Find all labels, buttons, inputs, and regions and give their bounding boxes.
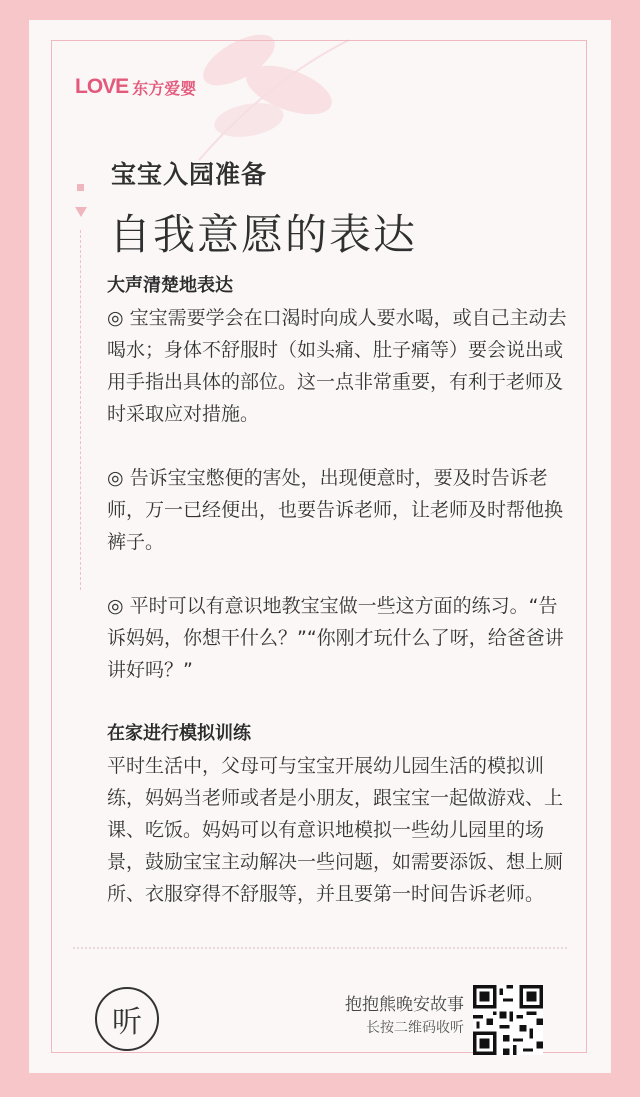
logo-love-text: LOVE [75, 75, 129, 98]
side-triangle-icon [75, 207, 87, 217]
petal-decoration [179, 20, 359, 170]
paragraph: ◎ 平时可以有意识地教宝宝做一些这方面的练习。“告诉妈妈，你想干什么？”“你刚才玩什么了呀，给爸爸讲讲好吗？” [107, 595, 564, 681]
footer-divider [73, 947, 567, 949]
section-heading: 大声清楚地表达 [107, 275, 233, 296]
paragraph: ◎ 宝宝需要学会在口渴时向成人要水喝，或自己主动去喝水；身体不舒服时（如头痛、肚子痛等）要会说出或用手指出具体的部位。这一点非常重要，有利于老师及时采取应对措施。 [107, 307, 567, 425]
qr-code-icon[interactable] [473, 985, 543, 1055]
listen-button[interactable]: 听 [95, 987, 159, 1051]
logo-brand-name: 东方爱婴 [132, 78, 197, 98]
section-heading: 在家进行模拟训练 [107, 723, 251, 744]
qr-hint: 长按二维码收听 [366, 1020, 464, 1036]
page-title: 自我意愿的表达 [109, 210, 418, 259]
side-dashed-line [80, 230, 81, 590]
page-subtitle: 宝宝入园准备 [111, 160, 268, 189]
story-title: 抱抱熊晚安故事 [345, 995, 464, 1015]
article-content [107, 270, 567, 910]
paragraph: ◎ 告诉宝宝憋便的害处，出现便意时，要及时告诉老师，万一已经便出，也要告诉老师，让老师及时帮他换裤子。 [107, 467, 564, 553]
brand-logo [75, 75, 196, 99]
paragraph: 平时生活中，父母可与宝宝开展幼儿园生活的模拟训练，妈妈当老师或者是小朋友，跟宝宝一起做游戏、上课、吃饭。妈妈可以有意识地模拟一些幼儿园里的场景，鼓励宝宝主动解决一些问题，如需要添饭、想上厕所、衣服穿得不舒服等，并且要第一时间告诉老师。 [107, 755, 564, 905]
side-square-ornament [77, 184, 84, 191]
poster-card [29, 20, 611, 1073]
